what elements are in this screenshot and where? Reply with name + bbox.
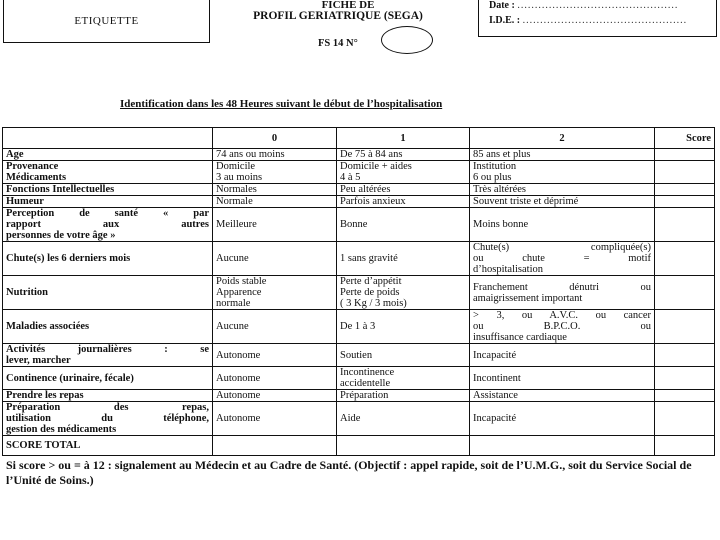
score-input-cell[interactable] bbox=[655, 149, 715, 161]
score-0-cell bbox=[213, 149, 337, 161]
score-1-cell bbox=[337, 149, 470, 161]
cell-line: Bonne bbox=[340, 219, 368, 230]
cell-line: Normales bbox=[216, 184, 257, 195]
score-2-cell bbox=[470, 310, 655, 344]
table-row bbox=[3, 184, 715, 196]
cell-line: Prendre les repas bbox=[6, 390, 84, 401]
score-1-cell bbox=[337, 310, 470, 344]
score-2-cell bbox=[470, 276, 655, 310]
score-0-cell bbox=[213, 196, 337, 208]
cell-line: Souvent triste et déprimé bbox=[473, 196, 579, 207]
cell-line: Provenance bbox=[6, 161, 59, 172]
fs-number-label: FS 14 N° bbox=[318, 38, 358, 49]
score-0-cell bbox=[213, 367, 337, 390]
score-1-cell bbox=[337, 161, 470, 184]
table-row bbox=[3, 149, 715, 161]
cell-line: 85 ans et plus bbox=[473, 149, 531, 160]
table-row bbox=[3, 208, 715, 242]
cell-line: Nutrition bbox=[6, 287, 48, 298]
total-empty-cell bbox=[470, 436, 655, 456]
cell-line: Autonome bbox=[216, 349, 261, 361]
table-header-row bbox=[3, 128, 715, 149]
cell-line: Perte d’appétit bbox=[340, 276, 402, 287]
cell-line: Autonome bbox=[216, 390, 261, 401]
score-1-cell bbox=[337, 208, 470, 242]
cell-line: normale bbox=[216, 298, 251, 309]
score-input-cell[interactable] bbox=[655, 402, 715, 436]
table-row bbox=[3, 276, 715, 310]
date-line[interactable] bbox=[489, 0, 678, 11]
ide-dots: ............................................... bbox=[522, 15, 688, 26]
score-0-cell bbox=[213, 390, 337, 402]
cell-line: amaigrissement important bbox=[473, 292, 583, 304]
score-1-cell bbox=[337, 390, 470, 402]
score-2-cell bbox=[470, 208, 655, 242]
cell-line: Chute(s) compliquée(s) bbox=[473, 242, 651, 253]
cell-line: ou chute = motif bbox=[473, 253, 651, 264]
criteria-cell bbox=[3, 196, 213, 208]
cell-line: Domicile bbox=[216, 161, 256, 172]
cell-line: Préparation des repas, bbox=[6, 402, 209, 413]
table-row bbox=[3, 242, 715, 276]
table-row bbox=[3, 310, 715, 344]
cell-line: gestion des médicaments bbox=[6, 424, 117, 435]
criteria-cell bbox=[3, 310, 213, 344]
cell-line: Autonome bbox=[216, 372, 261, 384]
cell-line: rapport aux autres bbox=[6, 219, 209, 230]
cell-line: Très altérées bbox=[473, 184, 526, 195]
score-1-cell bbox=[337, 242, 470, 276]
header-score: Score bbox=[655, 128, 715, 149]
score-input-cell[interactable] bbox=[655, 310, 715, 344]
score-2-cell bbox=[470, 390, 655, 402]
criteria-cell bbox=[3, 208, 213, 242]
score-input-cell[interactable] bbox=[655, 208, 715, 242]
cell-line: accidentelle bbox=[340, 378, 391, 389]
cell-line: d’hospitalisation bbox=[473, 264, 543, 275]
cell-line: Poids stable bbox=[216, 276, 267, 287]
table-row bbox=[3, 367, 715, 390]
cell-line: De 75 à 84 ans bbox=[340, 149, 403, 160]
score-0-cell bbox=[213, 242, 337, 276]
form-title-line2: PROFIL GERIATRIQUE (SEGA) bbox=[253, 10, 423, 22]
footer-note: Si score > ou = à 12 : signalement au Médecin et au Cadre de Santé. (Objectif : appel rapide, soit de l’U.M.G., soit du Service Social de l’Unité de Soins.) bbox=[6, 458, 692, 487]
cell-line: Assistance bbox=[473, 390, 518, 401]
score-input-cell[interactable] bbox=[655, 161, 715, 184]
section-subtitle: Identification dans les 48 Heures suivant le début de l’hospitalisation bbox=[120, 98, 443, 110]
header-criteria bbox=[3, 128, 213, 149]
total-row bbox=[3, 436, 715, 456]
cell-line: Soutien bbox=[340, 349, 373, 361]
score-1-cell bbox=[337, 276, 470, 310]
date-label: Date : bbox=[489, 0, 515, 11]
cell-line: 74 ans ou moins bbox=[216, 149, 285, 160]
score-input-cell[interactable] bbox=[655, 367, 715, 390]
header-col-2: 2 bbox=[470, 128, 655, 149]
criteria-cell bbox=[3, 161, 213, 184]
cell-line: Institution bbox=[473, 161, 517, 172]
cell-line: Peu altérées bbox=[340, 184, 391, 195]
total-label: SCORE TOTAL bbox=[3, 436, 213, 456]
table-row bbox=[3, 161, 715, 184]
score-2-cell bbox=[470, 344, 655, 367]
score-0-cell bbox=[213, 344, 337, 367]
etiquette-box: ETIQUETTE bbox=[3, 0, 210, 43]
score-1-cell bbox=[337, 184, 470, 196]
criteria-cell bbox=[3, 344, 213, 367]
cell-line: ( 3 Kg / 3 mois) bbox=[340, 298, 407, 309]
score-1-cell bbox=[337, 367, 470, 390]
sega-table bbox=[2, 127, 715, 456]
cell-line: ou B.P.C.O. ou bbox=[473, 321, 651, 332]
cell-line: Franchement dénutri ou bbox=[473, 281, 651, 293]
header-col-1: 1 bbox=[337, 128, 470, 149]
score-2-cell bbox=[470, 196, 655, 208]
cell-line: 6 ou plus bbox=[473, 172, 512, 183]
score-2-cell bbox=[470, 184, 655, 196]
fs-number-circle[interactable] bbox=[381, 26, 433, 54]
cell-line: Incapacité bbox=[473, 349, 517, 361]
score-2-cell bbox=[470, 402, 655, 436]
date-ide-box bbox=[478, 0, 717, 37]
cell-line: Médicaments bbox=[6, 172, 67, 183]
cell-line: lever, marcher bbox=[6, 355, 71, 366]
cell-line: Normale bbox=[216, 196, 253, 207]
cell-line: Activités journalières : se bbox=[6, 344, 209, 355]
cell-line: Incontinence bbox=[340, 367, 395, 378]
cell-line: Domicile + aides bbox=[340, 161, 412, 172]
form-title-line1: FICHE DE bbox=[321, 0, 375, 11]
cell-line: > 3, ou A.V.C. ou cancer bbox=[473, 310, 651, 321]
cell-line: 4 à 5 bbox=[340, 172, 361, 183]
score-0-cell bbox=[213, 208, 337, 242]
cell-line: Chute(s) les 6 derniers mois bbox=[6, 253, 131, 264]
score-2-cell bbox=[470, 161, 655, 184]
score-input-cell[interactable] bbox=[655, 184, 715, 196]
cell-line: Autonome bbox=[216, 413, 261, 424]
header-col-0: 0 bbox=[213, 128, 337, 149]
score-0-cell bbox=[213, 402, 337, 436]
table-row bbox=[3, 402, 715, 436]
cell-line: De 1 à 3 bbox=[340, 321, 376, 332]
ide-label: I.D.E. : bbox=[489, 15, 521, 26]
table-row bbox=[3, 196, 715, 208]
score-input-cell[interactable] bbox=[655, 390, 715, 402]
score-input-cell[interactable] bbox=[655, 276, 715, 310]
cell-line: Moins bonne bbox=[473, 219, 529, 230]
cell-line: Continence (urinaire, fécale) bbox=[6, 372, 134, 384]
score-input-cell[interactable] bbox=[655, 242, 715, 276]
cell-line: Maladies associées bbox=[6, 321, 90, 332]
score-1-cell bbox=[337, 402, 470, 436]
total-empty-cell bbox=[213, 436, 337, 456]
cell-line: insuffisance cardiaque bbox=[473, 332, 567, 343]
cell-line: Parfois anxieux bbox=[340, 196, 406, 207]
cell-line: Incapacité bbox=[473, 413, 517, 424]
criteria-cell bbox=[3, 276, 213, 310]
criteria-cell bbox=[3, 390, 213, 402]
cell-line: Aucune bbox=[216, 321, 249, 332]
cell-line: Apparence bbox=[216, 287, 262, 298]
criteria-cell bbox=[3, 184, 213, 196]
score-2-cell bbox=[470, 242, 655, 276]
cell-line: 1 sans gravité bbox=[340, 253, 398, 264]
cell-line: Meilleure bbox=[216, 219, 257, 230]
cell-line: utilisation du téléphone, bbox=[6, 413, 209, 424]
score-input-cell[interactable] bbox=[655, 196, 715, 208]
total-empty-cell bbox=[337, 436, 470, 456]
criteria-cell bbox=[3, 367, 213, 390]
criteria-cell bbox=[3, 242, 213, 276]
score-1-cell bbox=[337, 196, 470, 208]
cell-line: Fonctions Intellectuelles bbox=[6, 184, 115, 195]
table-row bbox=[3, 390, 715, 402]
table-row bbox=[3, 344, 715, 367]
criteria-cell bbox=[3, 149, 213, 161]
score-0-cell bbox=[213, 276, 337, 310]
cell-line: Age bbox=[6, 149, 24, 160]
score-0-cell bbox=[213, 310, 337, 344]
cell-line: Préparation bbox=[340, 390, 389, 401]
cell-line: Aide bbox=[340, 413, 361, 424]
score-0-cell bbox=[213, 161, 337, 184]
ide-line[interactable] bbox=[489, 15, 687, 26]
cell-line: Aucune bbox=[216, 253, 249, 264]
score-0-cell bbox=[213, 184, 337, 196]
cell-line: Incontinent bbox=[473, 372, 521, 384]
date-dots: .............................................. bbox=[517, 0, 679, 11]
cell-line: Humeur bbox=[6, 196, 44, 207]
score-2-cell bbox=[470, 367, 655, 390]
score-input-cell[interactable] bbox=[655, 344, 715, 367]
total-score-cell[interactable] bbox=[655, 436, 715, 456]
cell-line: Perte de poids bbox=[340, 287, 400, 298]
criteria-cell bbox=[3, 402, 213, 436]
cell-line: personnes de votre âge » bbox=[6, 230, 116, 241]
cell-line: Perception de santé « par bbox=[6, 208, 209, 219]
cell-line: 3 au moins bbox=[216, 172, 263, 183]
score-2-cell bbox=[470, 149, 655, 161]
score-1-cell bbox=[337, 344, 470, 367]
